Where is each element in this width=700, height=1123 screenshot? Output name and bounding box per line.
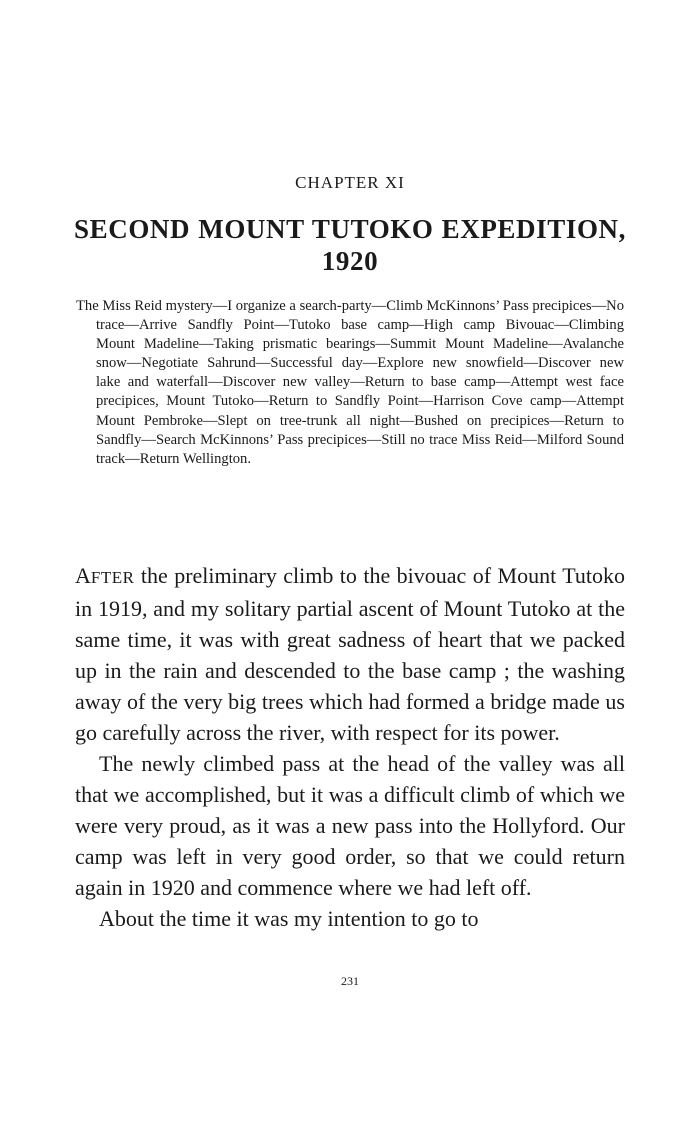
body-text — [75, 560, 625, 934]
paragraph-2: The newly climbed pass at the head of the valley was all that we accomplished, but it was a difficult climb of which we were very proud, as it was a new pass into the Hollyford. Our camp was left in very good order, so that we could return again in 1920 and commence where we had left off. — [75, 751, 625, 900]
paragraph-1-lead-initial: A — [75, 563, 91, 588]
chapter-synopsis: The Miss Reid mystery—I organize a search-party—Climb McKinnons’ Pass precipices—No trace—Arrive Sandfly Point—Tutoko base camp—High camp Bivouac—Climbing Mount Madeline—Taking prismatic bearings—Summit Mount Madeline—Avalanche snow—Negotiate Sahrund—Successful day—Explore new snowfield—Discover new lake and waterfall—Discover new valley—Return to base camp—Attempt west face precipices, Mount Tutoko—Return to Sandfly Point—Harrison Cove camp—Attempt Mount Pembroke—Slept on tree-trunk all night—Bushed on precipices—Return to Sandfly—Search McKinnons’ Pass precipices—Still no trace Miss Reid—Milford Sound track—Return Wellington. — [76, 298, 624, 467]
paragraph-1 — [75, 560, 625, 748]
page-number: 231 — [341, 974, 359, 988]
chapter-title-line2: 1920 — [321, 246, 379, 276]
chapter-label: CHAPTER XI — [295, 173, 405, 192]
paragraph-1-lead-smallcaps: FTER — [90, 568, 135, 587]
chapter-title-line1: SECOND MOUNT TUTOKO EXPEDITION, — [74, 214, 626, 244]
paragraph-1-text: the preliminary climb to the bivouac of Mount Tutoko in 1919, and my solitary partial ascent of Mount Tutoko at the same time, it was with great sadness of heart that we packed up in the rain and descended to the base camp ; the washing away of the very big trees which had formed a bridge made us go carefully across the river, with respect for its power. — [75, 563, 625, 745]
chapter-title — [74, 213, 626, 277]
paragraph-3: About the time it was my intention to go to — [99, 906, 479, 931]
